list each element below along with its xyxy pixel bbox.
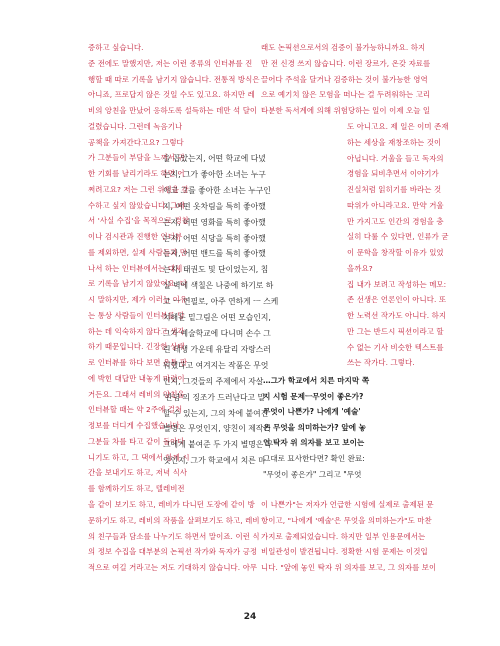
text-line: …그가 학교에서 치른 마지막 쪽 [263, 376, 370, 385]
right-column-top-paragraph [261, 40, 431, 119]
text-line: 하는 세상을 재창조하는 것이 [347, 137, 442, 147]
text-line: 지, 어떤 옷차림을 특히 좋아했 [163, 201, 266, 211]
text-line: 수하고 싶지 않았습니다. 그래 [88, 200, 185, 210]
text-line: 쓰는 작가다. 그렇다. [347, 358, 415, 368]
text-line: 이고 그를 좋아한 소녀는 누구인 [163, 185, 271, 195]
text-line: 엇인지, 그가 학교에서 치른 마 [163, 456, 266, 466]
text-line: 인터뷰할 때는 약 2주에 걸쳐 [88, 405, 183, 415]
text-line: 수 없는 기사 비슷한 텍스트를 [347, 342, 444, 352]
text-line: 를 함께하기도 하고, 텔레비전 [88, 484, 185, 493]
right-column-bottom-paragraph [261, 497, 437, 576]
text-line: 을 꼽았는지, 어떤 학교에 다녔 [163, 154, 266, 163]
text-line: 끌어다 주석을 달거나 검증하는 것이 불가능한 영역 [261, 74, 428, 84]
text-line: 만 가지고도 인간의 경험을 충 [347, 216, 444, 226]
text-line: 니기도 하고, 그 댁에서 함께 시 [88, 452, 190, 462]
text-line: 그가 예술학교에 다니며 손수 그 [163, 328, 271, 338]
text-line: 인 탁자 위 의자를 보고 보이는 [263, 438, 365, 448]
text-line: 지 시험 문제ㅡ무엇이 좋은가? [263, 391, 364, 401]
text-line: '관념'의 징조가 드러난다고 말 [163, 392, 266, 402]
text-line: 는지, 그가 좋아한 소녀는 누구 [163, 169, 266, 179]
text-line: 가지로 출제되었습니다. 하지만 일부 인용문에서는 [261, 531, 426, 541]
text-line: 증하고 싶습니다. [88, 43, 144, 52]
text-line: 도 아니고요. 제 일은 이미 존재 [347, 122, 449, 131]
text-line: 행할 때 따로 기록을 남기지 않습니다. 전통적 방식은 [88, 74, 260, 84]
text-line: 시 말하지만, 제가 이러는 이유 [88, 295, 188, 304]
text-line: 경험을 되비추면서 이야기가 [347, 169, 439, 179]
text-line: 하기 때문입니다. 긴장한 상태 [88, 342, 185, 352]
text-line: 따위가 아니라고요. 만약 거울 [347, 200, 444, 210]
text-line: 존 선생은 언론인이 아니다. 또 [347, 295, 447, 305]
left-column-bottom-paragraph [88, 497, 260, 576]
text-line: 로 인터뷰를 하다 보면 온통 판 [88, 358, 188, 367]
text-line: 별명은 무엇인지, 양친이 제작기 [163, 424, 271, 434]
text-line: 정보를 더디게 수집했습니다. [88, 421, 183, 430]
text-line: 의 정보 수집을 대부분의 논픽션 작가와 독자가 긍정 [88, 547, 258, 557]
text-line: 인지, 그것들의 주제에서 자살 [163, 376, 264, 386]
text-line: 이나 검시관과 진행한 인터뷰 [88, 232, 183, 241]
text-line: 실히 다룰 수 있다면, 인류가 굳 [347, 232, 449, 242]
text-line: 적으로 여길 거라고는 저도 기대하지 않습니다. 아무 [88, 563, 258, 572]
text-line: 고 ㅡ 연필로, 아주 연하게 ㅡ 스케 [163, 297, 279, 307]
text-line: 는지, 태권도 및 단이었는지, 침 [163, 265, 269, 275]
text-line: 니다. "앞에 놓인 탁자 위 의자를 보고, 그 의자를 보이 [261, 563, 437, 572]
text-line: 나서 하는 인터뷰에서는 대체 [88, 263, 183, 273]
text-line: 하는 데 익숙하지 않다고 생각 [88, 326, 185, 336]
right-column-narrow-paragraph [347, 119, 449, 371]
text-line: 린 데생 가운데 유달리 자랑스러 [163, 344, 271, 354]
center-inset-text [163, 151, 279, 469]
text-line: 워했다고 여겨지는 작품은 무엇 [163, 360, 269, 370]
text-line: 으로 예기치 않은 모험을 떠나는 걸 두려워하는 고리 [261, 90, 431, 100]
text-line: 에 박힌 대답만 내놓게 마련이 [88, 373, 185, 383]
text-line: 무엇이 나쁜가? 나에게 '예술' [263, 407, 361, 417]
text-line: 서 '사실 수집'을 목적으로 경찰 [88, 216, 189, 226]
right-column-question-paragraph [263, 373, 411, 482]
text-line: 가 그분들이 부담을 느껴서 귀 [88, 153, 185, 163]
text-line: 아니죠, 프로답지 않은 것일 수도 있고요. 하지만 레 [88, 90, 255, 100]
text-line: 한 노력선 작가도 아니다. 하지 [347, 311, 447, 320]
text-line: 문하기도 하고, 레비의 작품을 살펴보기도 하고, 레비 [88, 515, 260, 525]
text-line: 그분들 차를 타고 같이 돌아다 [88, 436, 185, 446]
text-line: 만 전 신경 쓰지 않습니다. 이런 장르가, 온갖 자료를 [261, 58, 431, 68]
text-line: 는지, 어떤 영화를 특히 좋아했 [163, 217, 266, 227]
text-line: 실 벽에 색칠은 나중에 하기로 하 [163, 281, 274, 291]
text-line: 는 통상 사람들이 인터뷰를 당 [88, 310, 185, 320]
text-line: 의 친구들과 담소를 나누기도 하면서 말이죠. 이런 식 [88, 531, 260, 541]
text-line: 아닙니다. 거울을 들고 독자의 [347, 153, 444, 163]
text-line: "무엇이 좋은가" 그리고 "무엇 [263, 469, 362, 479]
page-number: 24 [243, 612, 257, 622]
text-line: 타분한 독서계에 의해 위험당하는 일이 이제 오늘 일 [261, 106, 431, 115]
text-line: 공책을 가져간다고요? 그렇다 [88, 137, 184, 147]
text-line: 집 내가 보려고 작성하는 메모: [347, 279, 447, 289]
text-line: 비의 앙친을 만났어 응하도록 설득하는 데만 석 달이 [88, 106, 258, 115]
text-line: 를 제외하면, 실제 사람들과 만 [88, 247, 188, 257]
text-line: 래도 논픽션으로서의 검증이 불가능하니까요. 하지 [261, 43, 426, 52]
text-line: 는지, 어떤 식당을 특히 좋아했 [163, 233, 266, 243]
text-line: 로 기록을 남기지 않았어요. 다 [88, 279, 188, 289]
text-line: 쩌려고요? 저는 그런 위험을 감 [88, 184, 189, 194]
text-line: 을 같이 보기도 하고, 레비가 다니던 도장에 같이 방 [88, 500, 255, 509]
text-line: 준 전에도 말했지만, 저는 이런 종류의 인터뷰를 진 [88, 58, 253, 68]
text-line: 한 기회를 날리기라도 하면 어 [88, 169, 185, 178]
text-line: 비일관성이 발견됩니다. 정확한 시험 문제는 이것입 [261, 547, 428, 557]
text-line: 은 무엇을 의미하는가? 앞에 놓 [263, 422, 367, 432]
text-line: 을까요? [347, 263, 373, 273]
text-line: 할 수 있는지, 그의 차에 붙여진 [163, 408, 269, 418]
text-line: 걸렸습니다. 그런데 녹음기나 [88, 121, 183, 131]
text-line: 항이고, "나에게 '예술'은 무엇을 의미하는가"도 마찬 [261, 515, 432, 525]
text-line: 이 문학을 창작할 이유가 있었 [347, 248, 444, 257]
left-column-narrow-paragraph [88, 135, 190, 497]
text-line: 거든요. 그래서 레비의 양친을 [88, 389, 185, 399]
text-line: 이 나쁜가"는 저자가 언급한 시험에 실제로 출제된 문 [261, 500, 434, 509]
text-line: 그대로 묘사한다면? 확인 완료: [263, 453, 365, 463]
text-line: 간을 보내기도 하고, 저녁 식사 [88, 468, 188, 478]
text-line: 그에게 붙여준 두 가지 별명은 무 [163, 440, 274, 450]
text-line: 만 그는 반드시 픽션이라고 할 [347, 326, 444, 336]
text-line: 진실처럼 읽히기를 바라는 것 [347, 185, 442, 194]
text-line: 치해둔 밑그림은 어떤 모습인지, [163, 313, 271, 323]
left-column-top-paragraph [88, 40, 260, 135]
text-line: 는지, 어떤 밴드를 특히 좋아했 [163, 249, 266, 259]
